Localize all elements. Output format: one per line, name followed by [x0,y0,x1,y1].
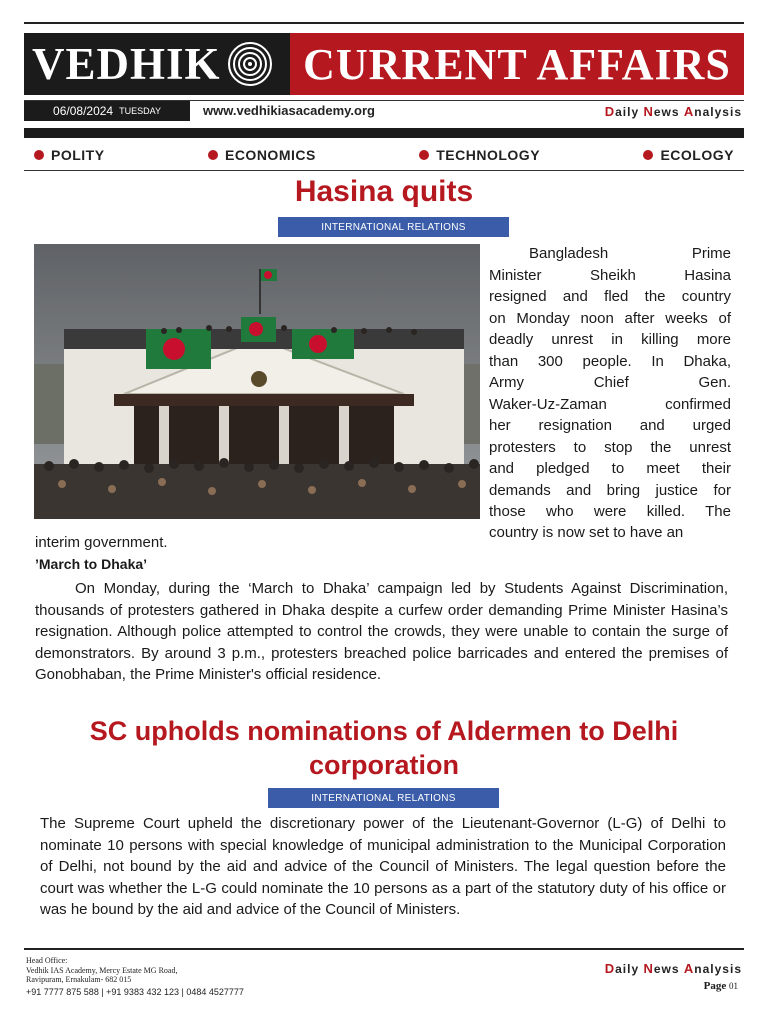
category-economics: ECONOMICS [208,147,316,163]
masthead [24,33,744,95]
article1-subheading: ’March to Dhaka’ [35,556,148,572]
article1-paragraph-2: On Monday, during the ‘March to Dhaka’ campaign led by Students Against Discrimination, thousands of protesters gathered in Dhaka despite a curfew order demanding Prime Minister Hasina’s resignation. Although police attempted to control the crowds, they were unable to contain the surge of demonstrators. By around 3 p.m., protesters breached police barricades and entered the premises of Gonobhaban, the Prime Minister's official residence. [35,580,728,683]
article2-tag: INTERNATIONAL RELATIONS [268,788,499,808]
article2-body: The Supreme Court upheld the discretionary power of the Lieutenant-Governor (L-G) of Delhi to nominate 10 persons with special knowledge of municipal administration to the Municipal Corporation of Delhi, not bound by the aid and advice of the Council of Ministers. The legal question before the court was whether the L-G could nominate the 10 persons as a part of the statutory duty of his office or was he bound by the aid and advice of the Council of Ministers. [40,815,726,918]
category-polity: POLITY [34,147,105,163]
header-bar [24,128,744,138]
footer-phones: +91 7777 875 588 | +91 9383 432 123 | 0484 4527777 [26,987,244,997]
article2-headline: SC upholds nominations of Aldermen to Delhi corporation [89,716,679,780]
date-box [24,101,190,121]
category-ecology: ECOLOGY [643,147,734,163]
bullet-icon [419,150,429,160]
daily-news-analysis-footer: Daily News Analysis [604,961,742,976]
footer-rule [24,948,744,950]
top-rule [24,22,744,24]
website-link[interactable]: www.vedhikiasacademy.org [203,103,375,118]
masthead-brand-block [24,33,290,95]
masthead-title: CURRENT AFFAIRS [303,39,731,89]
category-technology: TECHNOLOGY [419,147,540,163]
footer-address: Head Office: Vedhik IAS Academy, Mercy Estate MG Road, Ravipuram, Ernakulam- 682 015 [26,956,178,984]
masthead-title-block [290,33,744,95]
bullet-icon [208,150,218,160]
category-rule [24,170,744,171]
bullet-icon [34,150,44,160]
article1-headline: Hasina quits [294,175,474,208]
spiral-logo-icon [227,41,273,87]
issue-day: TUESDAY [119,106,161,116]
category-bar [34,147,734,163]
page-number: Page 01 [703,980,738,992]
daily-news-analysis-header: Daily News Analysis [604,104,742,119]
issue-date: 06/08/2024 [53,104,114,118]
brand-name: VEDHIK [32,39,221,89]
protest-photo [34,244,480,519]
article1-tag: INTERNATIONAL RELATIONS [278,217,509,237]
bullet-icon [643,150,653,160]
